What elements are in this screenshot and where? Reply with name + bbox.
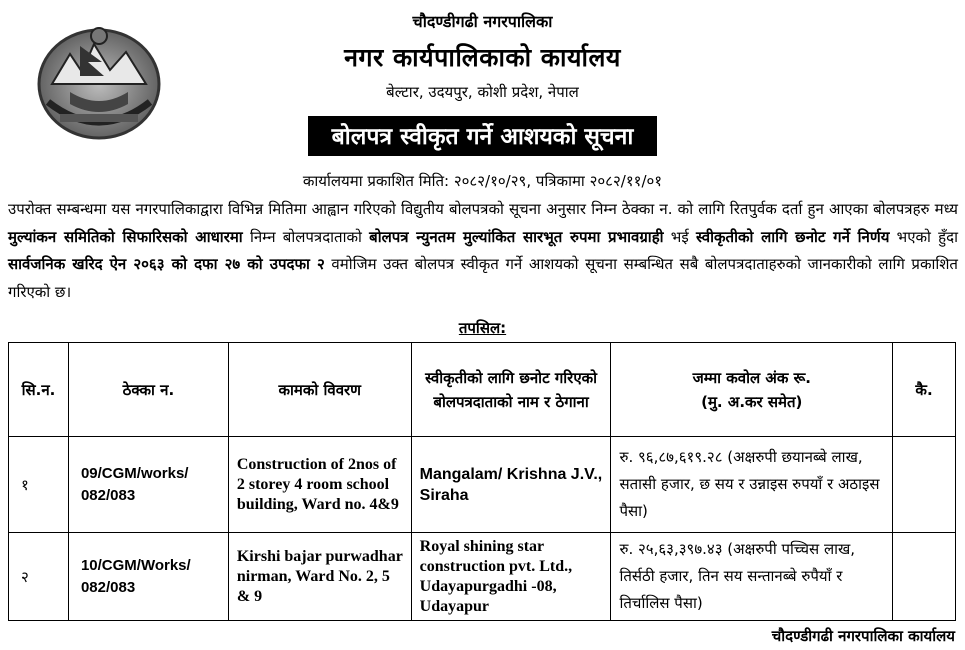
col-header-amount-line1: जम्मा कवोल अंक रू. (692, 368, 811, 387)
table-row (9, 533, 956, 621)
col-header-amount-line2: (मु. अ.कर समेत) (701, 392, 803, 411)
body-bold-2: बोलपत्र न्युनतम मुल्यांकित सारभूत रुपमा प्रभावग्राही (369, 227, 664, 246)
office-title: नगर कार्यपालिकाको कार्यालय (344, 43, 621, 72)
body-text-5: वमोजिम उक्त बोलपत्र स्वीकृत गर्ने आशयको सूचना सम्बन्धित सबै बोलपत्रदाताहरुको जानकारीको लागि प्रकाशित गरिएको छ। (8, 255, 958, 301)
award-table (8, 342, 956, 621)
cell-bidder: Mangalam/ Krishna J.V., Siraha (411, 437, 611, 533)
body-bold-1: मुल्यांकन समितिको सिफारिसको आधारमा (8, 227, 243, 246)
body-text-3: भई (663, 227, 696, 246)
cell-sn: २ (9, 533, 69, 621)
body-text-4: भएको हुँदा (889, 227, 958, 246)
footer-signature: चौदण्डीगढी नगरपालिका कार्यालय (771, 627, 955, 645)
cell-description: Kirshi bajar purwadhar nirman, Ward No. 2, 5 & 9 (228, 533, 411, 621)
cell-contract-no: 10/CGM/Works/ 082/083 (68, 533, 228, 621)
schedule-heading (0, 318, 965, 338)
notice-title-banner (0, 116, 965, 156)
cell-remarks (893, 437, 956, 533)
schedule-heading-text: तपसिल: (458, 319, 507, 337)
table-header-row (9, 343, 956, 437)
notice-body (8, 196, 958, 306)
col-header-bidder: स्वीकृतीको लागि छनोट गरिएको बोलपत्रदाताको नाम र ठेगाना (411, 343, 611, 437)
publish-date: कार्यालयमा प्रकाशित मिति: २०८२/१०/२९, पत्रिकामा २०८२/११/०१ (302, 172, 663, 190)
body-bold-3: स्वीकृतीको लागि छनोट गर्ने निर्णय (695, 227, 890, 246)
col-header-description: कामको विवरण (228, 343, 411, 437)
municipality-name: चौदण्डीगढी नगरपालिका (412, 12, 553, 31)
cell-description: Construction of 2nos of 2 storey 4 room school building, Ward no. 4&9 (228, 437, 411, 533)
body-text-1: उपरोक्त सम्बन्धमा यस नगरपालिकाद्वारा विभिन्न मितिमा आह्वान गरिएको विद्युतीय बोलपत्रको सूचना अनुसार निम्न ठेक्का न. को लागि रितपुर्वक दर्ता हुन आएका बोलपत्रहरु मध्य (8, 200, 958, 218)
col-header-contract: ठेक्का न. (68, 343, 228, 437)
table-row (9, 437, 956, 533)
body-text-2: निम्न बोलपत्रदाताको (242, 227, 370, 246)
cell-bidder: Royal shining star construction pvt. Ltd., Udayapurgadhi -08, Udayapur (411, 533, 611, 621)
cell-amount: रु. २५,६३,३९७.४३ (अक्षरुपी पच्चिस लाख, तिर्सठी हजार, तिन सय सन्तानब्बे रुपैयाँ र तिर्चालिस पैसा) (611, 533, 893, 621)
col-header-remarks: कै. (893, 343, 956, 437)
col-header-amount (611, 343, 893, 437)
body-bold-4: सार्वजनिक खरिद ऐन २०६३ को दफा २७ को उपदफा २ (8, 255, 325, 273)
office-address: बेल्टार, उदयपुर, कोशी प्रदेश, नेपाल (386, 83, 579, 101)
cell-contract-no: 09/CGM/works/ 082/083 (68, 437, 228, 533)
cell-sn: १ (9, 437, 69, 533)
cell-remarks (893, 533, 956, 621)
col-header-sn: सि.न. (9, 343, 69, 437)
notice-title: बोलपत्र स्वीकृत गर्ने आशयको सूचना (308, 116, 658, 156)
cell-amount: रु. ९६,८७,६१९.२८ (अक्षरुपी छयानब्बे लाख, सतासी हजार, छ सय र उन्नाइस रुपयाँ र अठाइस पैसा) (611, 437, 893, 533)
